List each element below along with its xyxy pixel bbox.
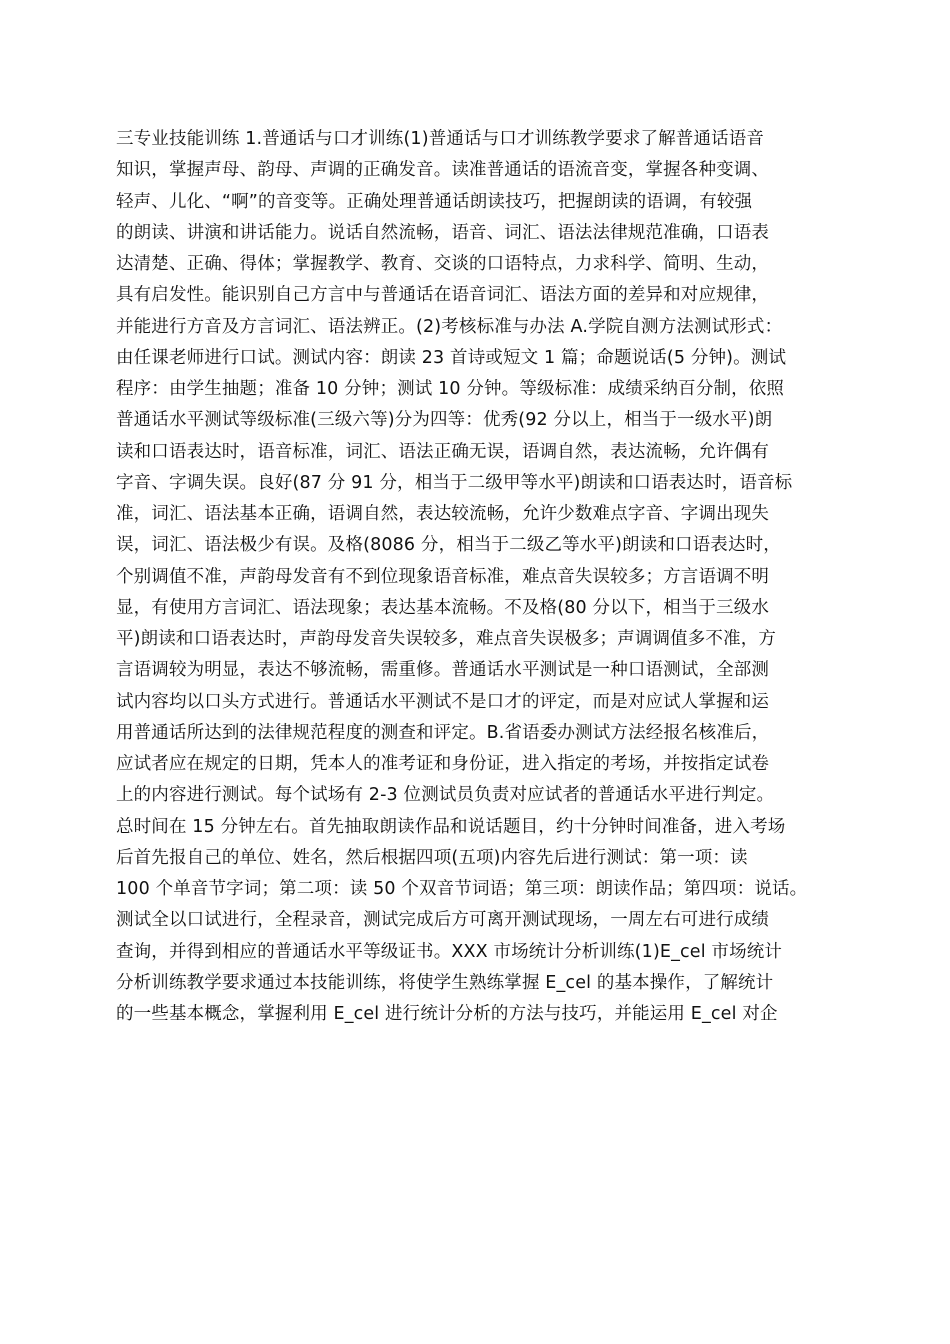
text-line: 总时间在 15 分钟左右。首先抽取朗读作品和说话题目，约十分钟时间准备，进入考场	[116, 816, 786, 837]
text-line: 试内容均以口头方式进行。普通话水平测试不是口才的评定，而是对应试人掌握和运	[116, 691, 770, 712]
text-line: 轻声、儿化、“啊”的音变等。正确处理普通话朗读技巧，把握朗读的语调，有较强	[116, 191, 753, 212]
text-line: 三专业技能训练 1.普通话与口才训练(1)普通话与口才训练教学要求了解普通话语音	[116, 129, 765, 149]
text-line: 字音、字调失误。良好(87 分 91 分，相当于二级甲等水平)朗读和口语表达时，语音标	[116, 472, 793, 493]
text-line: 误，词汇、语法极少有误。及格(8086 分，相当于二级乙等水平)朗读和口语表达时，	[116, 535, 781, 556]
text-line: 显，有使用方言词汇、语法现象；表达基本流畅。不及格(80 分以下，相当于三级水	[116, 597, 770, 618]
text-line: 后首先报自己的单位、姓名，然后根据四项(五项)内容先后进行测试：第一项：读	[116, 847, 748, 868]
text-line: 的朗读、讲演和讲话能力。说话自然流畅，语音、词汇、语法法律规范准确，口语表	[116, 222, 770, 243]
text-line: 达清楚、正确、得体；掌握教学、教育、交谈的口语特点，力求科学、简明、生动，	[116, 254, 770, 274]
text-line: 言语调较为明显，表达不够流畅，需重修。普通话水平测试是一种口语测试，全部测	[116, 660, 770, 681]
text-line: 读和口语表达时，语音标准，词汇、语法正确无误，语调自然，表达流畅，允许偶有	[116, 441, 770, 462]
text-line: 应试者应在规定的日期，凭本人的准考证和身份证，进入指定的考场，并按指定试卷	[116, 754, 770, 774]
text-line: 并能进行方音及方言词汇、语法辨正。(2)考核标准与办法 A.学院自测方法测试形式：	[116, 316, 783, 337]
text-line: 100 个单音节字词；第二项：读 50 个双音节词语；第三项：朗读作品；第四项：说话。	[116, 879, 808, 899]
text-line: 准，词汇、语法基本正确，语调自然，表达较流畅，允许少数难点字音、字调出现失	[116, 504, 770, 524]
text-line: 查询，并得到相应的普通话水平等级证书。XXX 市场统计分析训练(1)E_cel 市场统计	[116, 941, 783, 962]
text-line: 测试全以口试进行，全程录音，测试完成后方可离开测试现场，一周左右可进行成绩	[116, 910, 770, 931]
text-line: 普通话水平测试等级标准(三级六等)分为四等：优秀(92 分以上，相当于一级水平)朗	[116, 410, 773, 431]
text-line: 程序：由学生抽题；准备 10 分钟；测试 10 分钟。等级标准：成绩采纳百分制，依照	[116, 379, 785, 399]
text-line: 个别调值不准，声韵母发音有不到位现象语音标准，难点音失误较多；方言语调不明	[116, 566, 770, 587]
text-line: 平)朗读和口语表达时，声韵母发音失误较多，难点音失误极多；声调调值多不准，方	[116, 629, 777, 649]
text-line: 用普通话所达到的法律规范程度的测查和评定。B.省语委办测试方法经报名核准后，	[116, 722, 770, 743]
text-line: 分析训练教学要求通过本技能训练，将使学生熟练掌握 E_cel 的基本操作，了解统计	[116, 972, 774, 993]
text-line: 的一些基本概念，掌握利用 E_cel 进行统计分析的方法与技巧，并能运用 E_cel 对企	[116, 1004, 778, 1024]
text-line: 知识，掌握声母、韵母、声调的正确发音。读准普通话的语流音变，掌握各种变调、	[116, 160, 770, 181]
text-line: 上的内容进行测试。每个试场有 2-3 位测试员负责对应试者的普通话水平进行判定。	[116, 785, 775, 806]
body-text	[116, 124, 842, 1030]
text-line: 由任课老师进行口试。测试内容：朗读 23 首诗或短文 1 篇；命题说话(5 分钟)。测试	[116, 347, 787, 368]
text-line: 具有启发性。能识别自己方言中与普通话在语音词汇、语法方面的差异和对应规律，	[116, 285, 770, 306]
